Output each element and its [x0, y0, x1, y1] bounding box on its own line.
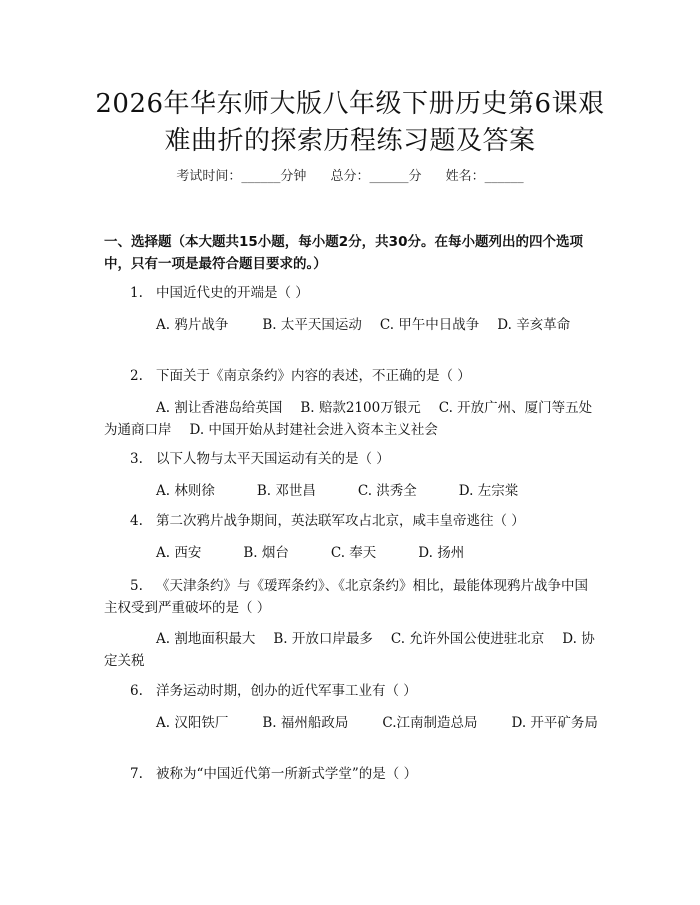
question-6-options: [104, 712, 600, 734]
option-c: C.江南制造总局: [382, 715, 478, 731]
option-d: D. 开平矿务局: [511, 715, 598, 731]
question-7: [104, 763, 600, 785]
option-a: A. 割地面积最大: [156, 631, 256, 647]
option-a: A. 西安: [156, 545, 202, 561]
question-3-options: [104, 480, 600, 502]
question-text: 第二次鸦片战争期间，英法联军攻占北京，咸丰皇帝逃往（ ）: [156, 513, 525, 529]
question-number: 4.: [130, 513, 143, 529]
question-text: 以下人物与太平天国运动有关的是（ ）: [156, 451, 390, 467]
question-number: 5.: [130, 578, 143, 594]
option-c: C. 洪秀全: [357, 483, 417, 499]
question-number: 1.: [130, 285, 143, 301]
question-text: 下面关于《南京条约》内容的表述，不正确的是（ ）: [156, 368, 471, 384]
question-number: 7.: [130, 766, 143, 782]
question-4: [104, 510, 600, 532]
option-c: C. 允许外国公使进驻北京: [390, 631, 545, 647]
question-text: 洋务运动时期，创办的近代军事工业有（ ）: [156, 683, 417, 699]
question-5: [104, 575, 600, 619]
question-number: 6.: [130, 683, 143, 699]
option-b: B. 烟台: [243, 545, 289, 561]
option-d: D. 协定关税: [104, 631, 595, 669]
question-text: 中国近代史的开端是（ ）: [156, 285, 309, 301]
option-a: A. 汉阳铁厂: [156, 715, 229, 731]
question-4-options: [104, 542, 600, 564]
question-2: [104, 365, 600, 387]
section-heading: 一、选择题（本大题共15小题，每小题2分，共30分。在每小题列出的四个选项中，只有一项是最符合题目要求的。）: [104, 234, 583, 272]
option-d: D. 中国开始从封建社会进入资本主义社会: [189, 422, 438, 438]
student-name: 姓名：______: [445, 169, 524, 184]
option-c: C. 甲午中日战争: [379, 317, 480, 333]
option-b: B. 邓世昌: [256, 483, 316, 499]
question-number: 3.: [130, 451, 143, 467]
question-1: [104, 282, 600, 304]
question-text: 《天津条约》与《瑷珲条约》、《北京条约》相比，最能体现鸦片战争中国主权受到严重破坏的是（ ）: [104, 578, 588, 616]
question-6: [104, 680, 600, 702]
question-1-options: [104, 314, 600, 336]
option-a: A. 割让香港岛给英国: [156, 400, 283, 416]
option-a: A. 林则徐: [156, 483, 215, 499]
document-title-line1: 2026年华东师大版八年级下册历史第6课艰: [95, 89, 605, 119]
option-c: C. 奉天: [330, 545, 377, 561]
option-b: B. 太平天国运动: [262, 317, 362, 333]
question-number: 2.: [130, 368, 143, 384]
question-5-options: [104, 628, 600, 672]
exam-meta: [0, 168, 700, 186]
option-d: D. 左宗棠: [458, 483, 519, 499]
exam-time: 考试时间：______分钟: [176, 169, 307, 184]
option-d: D. 辛亥革命: [497, 317, 571, 333]
option-b: B. 开放口岸最多: [273, 631, 373, 647]
question-2-options: [104, 397, 600, 441]
question-3: [104, 448, 600, 470]
exam-score: 总分：______分: [330, 169, 422, 184]
option-b: B. 赔款2100万银元: [300, 400, 421, 416]
question-text: 被称为“中国近代第一所新式学堂”的是（ ）: [156, 766, 418, 782]
option-c: C. 开放广州、厦门等五处为通商口岸: [104, 400, 593, 438]
option-a: A. 鸦片战争: [156, 317, 229, 333]
document-title-line2: 难曲折的探索历程练习题及答案: [164, 126, 536, 156]
option-d: D. 扬州: [418, 545, 465, 561]
option-b: B. 福州船政局: [262, 715, 349, 731]
